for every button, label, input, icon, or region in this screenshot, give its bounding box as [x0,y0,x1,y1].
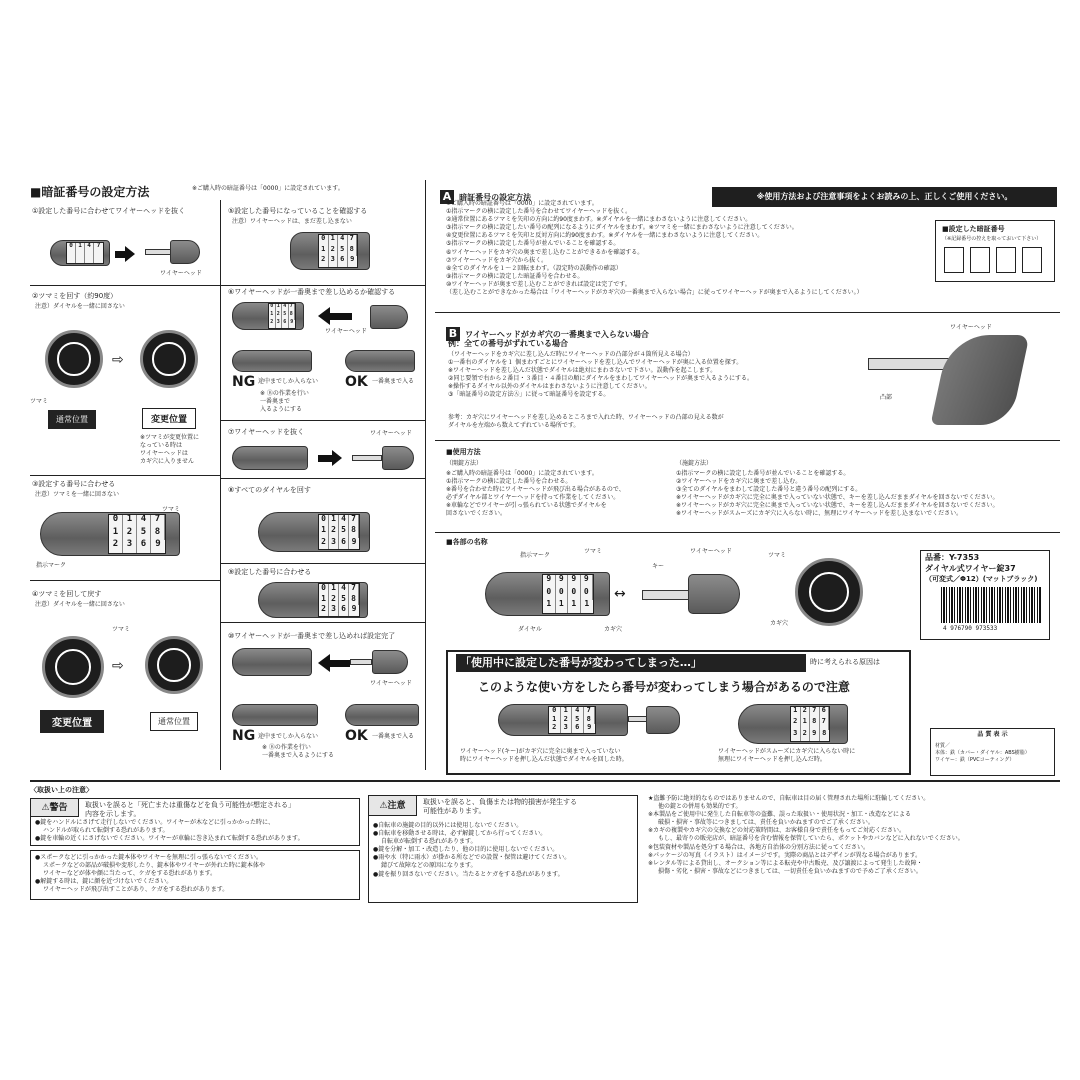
ng-lock [232,350,312,372]
step4-arrow-icon: ⇨ [112,658,124,674]
step5-note: 注意）ワイヤーヘッドは、まだ差し込まない [232,218,352,225]
usage-notice-banner: ※使用方法および注意事項をよくお読みの上、正しくご使用ください。 [712,187,1057,207]
parts-keyhole-label: カギ穴 [604,626,623,633]
step2-note: 注意）ダイヤルを一緒に回さない [35,303,125,310]
step7-lock [232,446,308,470]
parts-wirehead-label: ワイヤーヘッド [690,548,732,555]
step6-arrow-icon [330,313,352,320]
warning-box-2: ●スポークなどに引っかかった錠本体やワイヤーを無理に引っ張らないでください。 スポークなどの部品が破損や変形したり、錠本体やワイヤーが外れた時に錠本体や ワイヤーなどが体や顔に当たって、ケガをする恐れがあります。 ●解錠する時は、錠に顔を近づけないでください。 ワイヤーヘッドが飛び出すことがあり、ケガをする恐れがあります。 [30,850,360,900]
step3-note: 注意）ツマミを一緒に回さない [35,491,120,498]
sectionB-title: ワイヤーヘッドがカギ穴の一番奥まで入らない場合 [465,330,649,339]
sectionB-wirehead-illustration [930,335,1029,425]
step5-text: ⑤設定した番号になっていることを確認する [228,207,368,215]
usage-open-lines: ※ご購入時の暗証番号は「0000」に設定されています。 ①指示マークの横に設定した番号を合わせる。 ※番号を合わせた時にワイヤーヘッドが飛び出る場合があるので、 必ずダイヤル部とワイヤーヘッドを持って作業をしてください。 ※車輪などでワイヤーが引っ張られている状態でダイヤルを 回さないでください。 [446,470,625,518]
sectionB-example: 例：全ての番号がずれている場合 [448,339,568,348]
step9-text: ⑨設定した番号に合わせる [228,568,312,576]
ok-lock [345,350,415,372]
parts-tsumami-label: ツマミ [584,548,603,555]
parts-title: ■各部の名称 [446,538,488,546]
sectionA-badge: A [440,190,454,204]
usage-lock-title: （施錠方法） [676,460,713,467]
usage-lock-lines: ①指示マークの横に設定した番号が並んでいることを確認する。 ②ワイヤーヘッドをカギ穴に奥まで差し込む。 ③全てのダイヤルをまわして設定した番号と違う番号の配列にする。 ※ワイヤーヘッドがカギ穴に完全に奥まで入っていない状態で、キーを差し込んだままダイヤルを回さないでください。 ※ワイヤーヘッドがカギ穴に完全に奥まで入っていない状態で、キーを差し込んだままダイヤルを回さないでください。 ※ワイヤーヘッドがスムーズにカギ穴に入らない時に、無理にワイヤーヘッドを差し込まないでください。 [676,470,999,518]
handling-title: 〈取扱い上の注意〉 [30,786,93,794]
step2-arrow-icon: ⇨ [112,352,124,368]
code-memo-box: ■設定した暗証番号 （※記録番号の控えを取っておいて下さい） [935,220,1055,282]
ng2-lock [232,704,318,726]
step3-dials: 0 1 4 7 1 2 5 8 2 3 6 9 [108,514,166,554]
step4-text: ④ツマミを回して戻す [32,590,102,598]
step6-text: ⑥ワイヤーヘッドが一番奥まで差し込めるか確認する [228,288,396,296]
step10-lock [232,648,312,676]
handling-notes: ★盗難予防に絶対的なものではありませんので、自転車は目の届く管理された場所に駐輪してください。 他の錠との併用も効果的です。 ※本製品をご使用中に発生した自転車等の盗難、誤った取扱い・使用状況・加工・改造などによる 破損・損害・事故等につきましては、責任を負いかねますのでご了承ください。 ※カギの複製やカギ穴の交換などの対応策時間は、お客様自身で責任をもってご対応ください。 もし、最寄りの販売店が、暗証番号を含む情報を保管していたら、ポケットやカバンなどに入れないでください。 ※包装資材や製品を処分する場合は、各地方自治体の分別方法に従ってください。 ※パッケージの写真（イラスト）はイメージです。実際の商品とはデザインが異なる場合があります。 ※レンタル等による貸出し、オークション等による転売や中古販売、及び譲渡によって発生した故障・ 損傷・劣化・損害・事故などにつきましては、一切責任を負いかねますので予めご了承ください。 [648,795,964,875]
parts-tsumami2-label: ツマミ [768,552,787,559]
step2-dial-normal [45,330,103,388]
step7-wirehead-label: ワイヤーヘッド [370,430,412,437]
sectionB-convex-label: 凸部 [880,394,893,401]
step8-dials: 0 1 4 7 1 2 5 8 2 3 6 9 [318,514,360,550]
sectionA-title: 暗証番号の設定方法 [459,193,532,202]
step2-dial-changed [140,330,198,388]
materials-box: 品 質 表 示 材質／ 本体：鉄（カバー・ダイヤル：ABS樹脂） ワイヤー：鉄（PVCコーティング） [930,728,1055,776]
step1-text: ①設定した番号に合わせてワイヤーヘッドを抜く [32,207,186,215]
step1-wirehead-label: ワイヤーヘッド [160,270,202,277]
step9-dials: 0 1 4 7 1 2 5 8 2 3 6 9 [318,583,360,617]
ok-desc: 一番奥まで入る [372,378,415,385]
ok2-label: OK [345,728,368,744]
step3-tsumami-label: ツマミ [162,506,181,513]
caution-box: ⚠注意 取扱いを誤ると、負傷または物的損害が発生する 可能性があります。 ●自転車の施錠の目的以外には使用しないでください。 ●自転車を移動させる時は、必ず解錠してから行ってください。 自転車が転倒する恐れがあります。 ●錠を分解・加工・改造したり、他の目的に使用しないでください。 ●雨や水（特に雨水）が掛かる所などでの設置・保管は避けてください。 錆びて故障などの原因になります。 ●錠を振り回さないでください。当たるとケガをする恐れがあります。 [368,795,638,903]
sectionB-ref: 参考：カギ穴にワイヤーヘッドを差し込めるところまで入れた時、ワイヤーヘッドの凸部の見える数が ダイヤルを左端から数えてずれている場所です。 [448,414,724,430]
ok2-desc: 一番奥まで入る [372,733,415,740]
parts-dials: 9 9 9 9 0 0 0 0 1 1 1 1 [542,574,594,614]
parts-keyhole2-label: カギ穴 [770,620,789,627]
step4-note: 注意）ダイヤルを一緒に回さない [35,601,125,608]
step10-wirehead [372,650,408,674]
sectionA-lines: ※ご購入時の暗証番号は「0000」に設定されています。 ①指示マークの横に設定した番号を合わせてワイヤーヘッドを抜く。 ②通常位置にあるツマミを矢印の方向に約90度まわす。※ダイヤルを一緒にまわさないように注意してください。 ③指示マークの横に設定したい番号の配列になるようにダイヤルをまわす。※ツマミを一緒にまわさないように注意してください。 ④変更位置にあるツマミを矢印と反対方向に約90度まわす。※ダイヤルを一緒にまわさないように注意してください。 ⑤指示マークの横に設定した番号が並んでいることを確認する。 ⑥ワイヤーヘッドをカギ穴の奥まで差し込むことができるかを確認する。 ⑦ワイヤーヘッドをカギ穴から抜く。 ⑧全てのダイヤルを１〜２回転まわす。（設定時の誤動作の確認） ⑨指示マークの横に設定した暗証番号を合わせる。 ⑩ワイヤーヘッドが奥まで差し込むことができれば設定は完了です。 （差し込むことができなかった場合は「ワイヤーヘッドがカギ穴の一番奥まで入らない場合」に従ってワイヤーヘッドが奥まで入るようにしてください。） [446,200,863,297]
step10-arrow-icon [318,654,330,672]
step10-wirehead-label: ワイヤーヘッド [370,680,412,687]
parts-marker-label: 指示マーク [520,552,551,559]
changed-number-box: 「使用中に設定した番号が変わってしまった…」 時に考えられる原因は このような使い方をしたら番号が変わってしまう場合があるので注意 0 1 4 7 1 2 5 8 2 3 6 9 1 2 7 6 2 1 8 7 3 2 9 8 ワイヤーヘッド(キー)がカギ穴に完全に奥まで入っていない 時にワイヤーヘッドを押し込んだ状態でダイヤルを回した時。 ワイヤーヘッドがスムーズにカギ穴に入らない時に 無理にワイヤーヘッドを押し込んだ時。 [446,650,911,775]
step2-caution: ※ツマミが変更位置に なっている時は ワイヤーヘッドは カギ穴に入りません [140,434,200,466]
sectionB-wirehead-label: ワイヤーヘッド [950,324,992,331]
barcode-icon [941,587,1041,623]
ng-redo-note: ※ Ⓑの作業を行い 一番奥まで 入るようにする [260,390,309,414]
ok2-lock [345,704,419,726]
parts-dial-face [795,558,863,626]
parts-wirehead [688,574,740,614]
step5-dials: 0 1 4 7 1 2 5 8 2 3 6 9 [318,234,358,268]
step4-dial-changed [42,636,104,698]
step1-wirehead [170,240,200,264]
left-title: ■暗証番号の設定方法 [30,185,150,199]
step2-changed-label: 変更位置 [142,408,196,429]
parts-arrow-icon: ↔ [614,586,626,602]
step6-wirehead [370,305,408,329]
usage-open-title: （開錠方法） [446,460,483,467]
step4-tsumami-label: ツマミ [112,626,131,633]
warning-box: ⚠警告 取扱いを誤ると「死亡または重傷などを負う可能性が想定される」 内容を示します。 ●錠をハンドルにさげて走行しないでください。ワイヤーが木などに引っかかった時に、 ハンドルが取られて転倒する恐れがあります。 ●錠を車輪の近くにさげないでください。ワイヤーが車輪に巻き込まれて転倒する恐れがあります。 [30,798,360,846]
step10-text: ⑩ワイヤーヘッドが一番奥まで差し込めれば設定完了 [228,632,396,640]
ng-desc: 途中までしか入らない [258,378,319,385]
step4-dial-normal [145,636,203,694]
step3-marker-label: 指示マーク [36,562,67,569]
step4-normal-label: 通常位置 [150,712,198,731]
usage-title: ■使用方法 [446,448,481,456]
step7-text: ⑦ワイヤーヘッドを抜く [228,428,305,436]
step6-wirehead-label: ワイヤーヘッド [325,328,367,335]
step3-text: ③設定する番号に合わせる [32,480,116,488]
product-box: 品番：Y-7353 ダイヤル式ワイヤー錠37 （可変式／Φ12）(マットブラック) 4 976790 973533 [920,550,1050,640]
sectionB-lines: （ワイヤーヘッドをカギ穴に差し込んだ時にワイヤーヘッドの凸部分が４箇所見える場合） ①一番右のダイヤルを１ 個まわすごとにワイヤーヘッドを差し込んでワイヤーヘッドが奥に入る位置を探す。 ※ワイヤーヘッドを差し込んだ状態でダイヤルは絶対にまわさないで下さい。誤動作を起こします。 ②同じ要領で右から２番目・３番目・４番目の順にダイヤルをまわしてワイヤーヘッドが奥まで入るようにする。 ※操作するダイヤル以外のダイヤルはまわさないように注意してください。 ③「暗証番号の設定方法Ⓐ」に従って暗証番号を設定する。 [448,351,754,399]
sectionB-badge: B [446,327,460,341]
ng2-desc: 途中までしか入らない [258,733,319,740]
step7-wirehead [382,446,414,470]
step4-changed-label: 変更位置 [40,710,104,733]
step2-tsumami-label: ツマミ [30,398,49,405]
step2-text: ②ツマミを回す（約90度） [32,292,118,300]
ng-label: NG [232,374,256,390]
parts-dial-label: ダイヤル [518,626,542,633]
parts-key-label: キー [652,563,665,570]
step2-normal-label: 通常位置 [48,410,96,429]
ng2-redo-note: ※ Ⓑの作業を行い 一番奥まで入るようにする [262,744,335,760]
step8-text: ⑧すべてのダイヤルを回す [228,486,311,494]
ok-label: OK [345,374,368,390]
default-code-note: ※ご購入時の暗証番号は「0000」に設定されています。 [192,185,344,192]
ng2-label: NG [232,728,256,744]
parts-key [642,590,692,600]
